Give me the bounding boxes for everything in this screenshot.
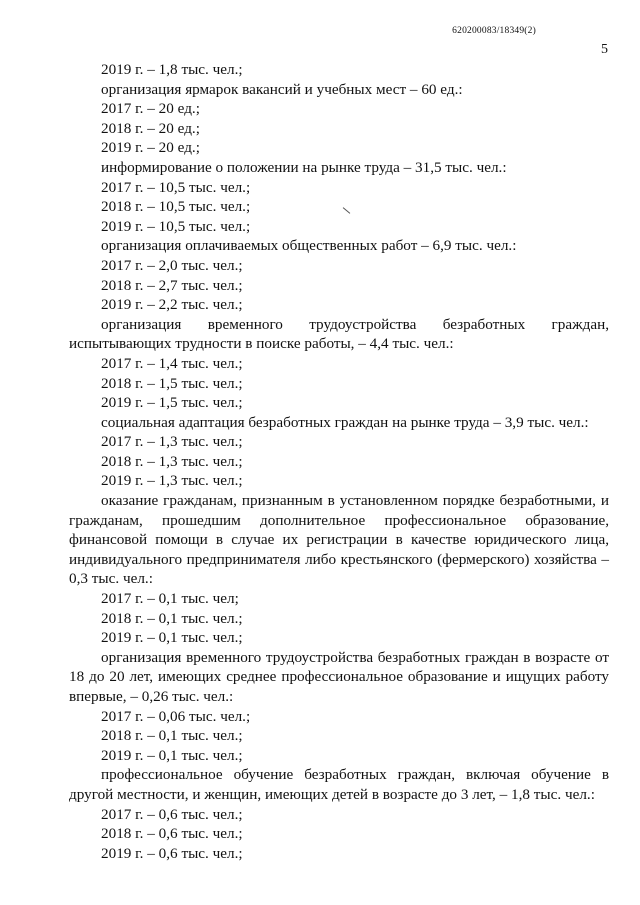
body-paragraph: 2019 г. – 0,6 тыс. чел.;	[101, 844, 243, 862]
body-paragraph: 2019 г. – 1,3 тыс. чел.;	[101, 472, 243, 490]
body-paragraph: 2018 г. – 20 ед.;	[101, 119, 200, 137]
body-paragraph: 2018 г. – 2,7 тыс. чел.;	[101, 276, 243, 294]
body-paragraph: 2019 г. – 0,1 тыс. чел.;	[101, 746, 243, 764]
body-paragraph: 2018 г. – 0,1 тыс. чел.;	[101, 727, 243, 745]
document-id: 620200083/18349(2)	[452, 26, 536, 36]
body-paragraph: информирование о положении на рынке труда – 31,5 тыс. чел.:	[101, 158, 507, 176]
body-paragraph: 2019 г. – 2,2 тыс. чел.;	[101, 296, 243, 314]
body-paragraph: 2019 г. – 20 ед.;	[101, 139, 200, 157]
body-paragraph: 2018 г. – 1,3 тыс. чел.;	[101, 452, 243, 470]
body-paragraph: 2017 г. – 0,6 тыс. чел.;	[101, 805, 243, 823]
body-paragraph: 2019 г. – 1,8 тыс. чел.;	[101, 61, 243, 78]
body-paragraph: организация временного трудоустройства безработных граждан, испытывающих трудности в поиске работы, – 4,4 тыс. чел.:	[69, 315, 609, 353]
body-paragraph: 2017 г. – 0,1 тыс. чел;	[101, 590, 239, 608]
body-paragraph: 2017 г. – 1,3 тыс. чел.;	[101, 433, 243, 451]
body-paragraph: 2017 г. – 0,06 тыс. чел.;	[101, 707, 251, 725]
body-paragraph: 2017 г. – 1,4 тыс. чел.;	[101, 354, 243, 372]
page-number: 5	[601, 42, 608, 57]
body-paragraph: профессиональное обучение безработных граждан, включая обучение в другой местности, и женщин, имеющих детей в возрасте до 3 лет, – 1,8 тыс. чел.:	[69, 766, 609, 803]
body-paragraph: 2017 г. – 10,5 тыс. чел.;	[101, 178, 251, 196]
body-paragraph: 2019 г. – 10,5 тыс. чел.;	[101, 217, 251, 235]
body-paragraph: организация временного трудоустройства безработных граждан в возрасте от 18 до 20 лет, имеющих среднее профессиональное образование и ищущих работу впервые, – 0,26 тыс. чел.:	[69, 648, 609, 705]
body-paragraph: социальная адаптация безработных граждан на рынке труда – 3,9 тыс. чел.:	[101, 413, 589, 431]
body-paragraph: 2018 г. – 0,1 тыс. чел.;	[101, 609, 243, 627]
body-paragraph: 2018 г. – 1,5 тыс. чел.;	[101, 374, 243, 392]
body-paragraph: 2019 г. – 1,5 тыс. чел.;	[101, 394, 243, 412]
body-paragraph: 2017 г. – 2,0 тыс. чел.;	[101, 256, 243, 274]
document-body	[69, 60, 609, 863]
body-paragraph: организация ярмарок вакансий и учебных мест – 60 ед.:	[101, 80, 463, 98]
body-paragraph: 2017 г. – 20 ед.;	[101, 100, 200, 118]
body-paragraph: 2018 г. – 10,5 тыс. чел.;	[101, 198, 251, 216]
body-paragraph: 2019 г. – 0,1 тыс. чел.;	[101, 629, 243, 647]
body-paragraph: организация оплачиваемых общественных работ – 6,9 тыс. чел.:	[101, 237, 517, 255]
body-paragraph: 2018 г. – 0,6 тыс. чел.;	[101, 825, 243, 843]
body-paragraph: оказание гражданам, признанным в установленном порядке безработными, и гражданам, прошедшим дополнительное профессиональное образование, финансовой помощи в случае их регистрации в качестве юридического лица, индивидуального предпринимателя либо крестьянского (фермерского) хозяйства – 0,3 тыс. чел.:	[69, 492, 609, 588]
